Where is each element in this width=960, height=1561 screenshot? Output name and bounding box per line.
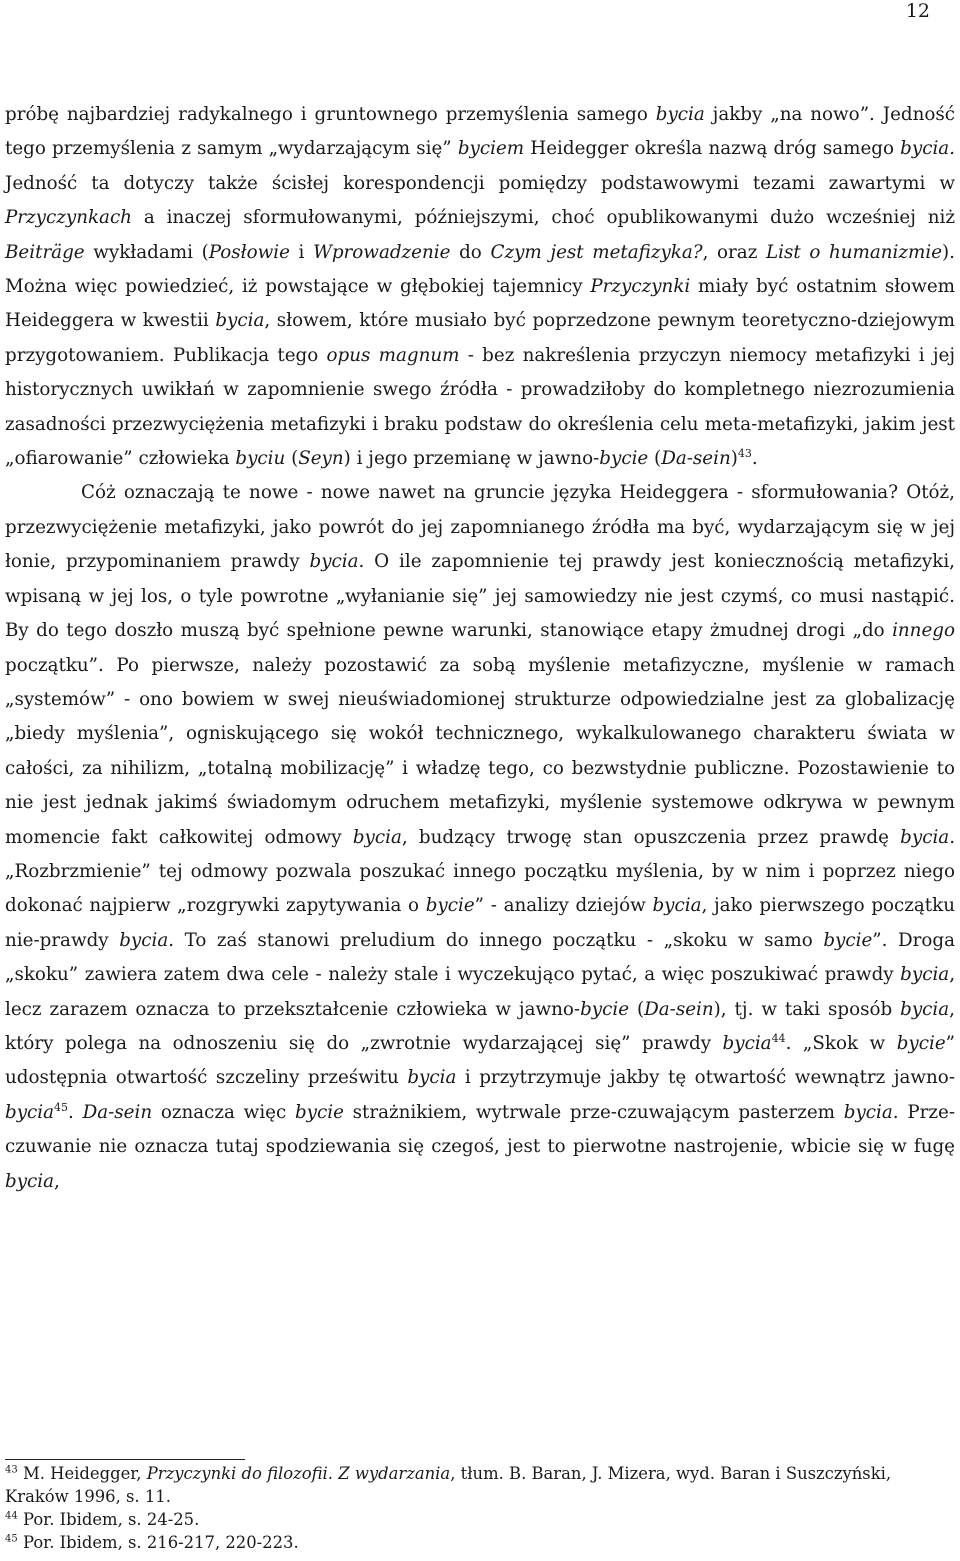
italic-text: bycia (900, 998, 950, 1020)
page-number: 12 (905, 0, 930, 22)
italic-text: bycie (823, 929, 873, 951)
italic-text: byciu (235, 448, 286, 470)
italic-text: opus magnum (326, 344, 460, 366)
italic-text: bycia (5, 1101, 55, 1123)
italic-text: bycia (215, 310, 265, 332)
text-run: . (751, 448, 758, 470)
italic-text: byciem (457, 138, 525, 160)
italic-text: bycia (843, 1101, 893, 1123)
text-run: ” udostępnia otwartość szczeliny prześwitu (5, 1032, 955, 1089)
footnote-number: 45 (5, 1533, 18, 1545)
text-run: Por. Ibidem, s. 24-25. (22, 1510, 200, 1529)
italic-text: bycia (352, 826, 402, 848)
text-run: . Prze-czuwanie nie oznacza tutaj spodziewania się czegoś, jest to pierwotne nastrojenie, wbicie się w fugę (5, 1101, 955, 1158)
italic-text: Przyczynki do filozofii. Z wydarzania (146, 1464, 451, 1483)
footnote (5, 1462, 955, 1508)
text-run: , tłum. B. Baran, J. Mizera, wyd. Baran i Suszczyński, Kraków 1996, s. 11. (5, 1464, 892, 1506)
text-run: ( (285, 448, 299, 470)
text-run: i (289, 241, 314, 263)
paragraph (5, 98, 955, 476)
footnote-number: 44 (5, 1510, 18, 1522)
italic-text: bycia (119, 929, 169, 951)
italic-text: bycia (5, 1170, 55, 1192)
text-run: ) (730, 448, 738, 470)
footnote-separator (5, 1459, 245, 1460)
text-run: strażnikiem, wytrwale prze-czuwającym pasterzem (343, 1101, 844, 1123)
text-run: ” - analizy dziejów (474, 895, 653, 917)
text-run: Por. Ibidem, s. 216-217, 220-223. (22, 1533, 299, 1552)
text-run: , (54, 1170, 60, 1192)
italic-text: bycie (580, 998, 630, 1020)
italic-text: Seyn (298, 448, 344, 470)
body-text (5, 98, 955, 1199)
italic-text: bycia (900, 964, 950, 986)
italic-text: Da-sein (644, 998, 714, 1020)
paragraph (5, 476, 955, 1199)
italic-text: bycia (722, 1032, 772, 1054)
text-run: Jedność ta dotyczy także ścisłej korespondencji pomiędzy podstawowymi tezami zawartymi w (5, 172, 955, 194)
italic-text: bycia. (900, 138, 955, 160)
text-run: jakby „na nowo”. Jedność tego przemyślenia z samym „wydarzającym się” (5, 104, 955, 160)
text-run: . To zaś stanowi preludium do innego początku - „skoku w samo (168, 929, 824, 951)
text-run: , lecz zarazem oznacza to przekształcenie człowieka w jawno- (5, 964, 955, 1020)
italic-text: bycia (407, 1067, 457, 1089)
text-run: oznacza więc (152, 1101, 295, 1123)
text-run: Cóż oznaczają te nowe - nowe nawet na gruncie języka Heideggera - sformułowania? Otóż, przezwyciężenie metafizyki, jako powrót do jej zapomnianego źródła ma być, wydarzającym się w jej łonie, przypominaniem prawdy (5, 482, 955, 573)
italic-text: Wprowadzenie (313, 241, 451, 263)
text-run: próbę najbardziej radykalnego i gruntownego przemyślenia samego (5, 104, 656, 125)
text-run: ). Można więc powiedzieć, iż powstające w głębokiej tajemnicy (5, 241, 955, 298)
italic-text: bycie (294, 1101, 344, 1123)
footnote-reference: 44 (771, 1031, 786, 1045)
text-run: ) i jego przemianę w jawno- (343, 448, 600, 470)
text-run: . „Rozbrzmienie” tej odmowy pozwala poszukać innego początku myślenia, by w nim i poprzez niego dokonać najpierw „rozgrywki zapytywania o (5, 826, 955, 917)
text-run: . „Skok w (785, 1032, 897, 1054)
italic-text: bycie (599, 448, 649, 470)
text-run: . O ile zapomnienie tej prawdy jest koniecznością metafizyki, wpisaną w jej los, o tyle powrotne „wyłanianie się” jej samowiedzy nie jest czymś, co musi nastąpić. By do tego doszło muszą być spełnione pewne warunki, stanowiące etapy żmudnej drogi „do (5, 551, 955, 642)
italic-text: Da-sein (82, 1101, 153, 1123)
text-run: , jako pierwszego początku nie-prawdy (5, 895, 955, 951)
text-run: wykładami ( (84, 241, 209, 263)
text-run: Heidegger określa nazwą dróg samego (524, 138, 901, 160)
footnote-number: 43 (5, 1464, 18, 1476)
text-run: i przytrzymuje jakby tę otwartość wewnątrz jawno- (456, 1067, 955, 1089)
text-run: , budzący trwogę stan opuszczenia przez prawdę (401, 826, 901, 848)
text-run: początku”. Po pierwsze, należy pozostawić za sobą myślenie metafizyczne, myślenie w ramach „systemów” - ono bowiem w swej nieuświadomionej strukturze odpowiedzialne jest za globalizację „biedy myślenia”, ogniskującego się wokół technicznego, wykalkulowanego charakteru świata w całości, za nihilizm, „totalną mobilizację” i władzę tego, co bezwstydnie publiczne. Pozostawienie to nie jest jednak jakimś świadomym odruchem metafizyki, myślenie systemowe odkrywa w pewnym momencie fakt całkowitej odmowy (5, 654, 955, 848)
italic-text: Beiträge (5, 241, 85, 263)
text-run: , który polega na odnoszeniu się do „zwrotnie wydarzającej się” prawdy (5, 998, 955, 1054)
text-run: miały być ostatnim słowem Heideggera w kwestii (5, 276, 955, 332)
italic-text: innego (892, 620, 955, 642)
text-run: M. Heidegger, (22, 1464, 147, 1483)
italic-text: bycia (309, 551, 359, 573)
italic-text: bycia (655, 104, 705, 125)
text-run: - bez nakreślenia przyczyn niemocy metafizyki i jej historycznych uwikłań w zapomnienie swego źródła - prowadziłoby do kompletnego niezrozumienia zasadności przezwyciężenia metafizyki i braku podstaw do określenia celu meta-metafizyki, jakim jest „ofiarowanie” człowieka (5, 344, 955, 470)
text-run: ( (629, 998, 645, 1020)
text-run: ( (648, 448, 662, 470)
footnote (5, 1508, 955, 1531)
italic-text: List o humanizmie (765, 241, 943, 263)
text-run: ”. Droga „skoku” zawiera zatem dwa cele - należy stale i wyczekująco pytać, a więc poszukiwać prawdy (5, 929, 955, 986)
italic-text: Posłowie (208, 241, 290, 263)
text-run: ), tj. w taki sposób (713, 998, 901, 1020)
italic-text: Przyczynki (590, 276, 691, 298)
footnote-reference: 45 (54, 1100, 69, 1114)
italic-text: bycie (896, 1032, 946, 1054)
italic-text: bycia (900, 826, 950, 848)
text-run: , oraz (702, 241, 766, 263)
italic-text: Czym jest metafizyka? (490, 241, 703, 263)
italic-text: bycia (652, 895, 702, 917)
text-run: a inaczej sformułowanymi, późniejszymi, choć opublikowanymi dużo wcześniej niż (131, 207, 955, 229)
footnote-reference: 43 (737, 446, 752, 460)
text-run: , słowem, które musiało być poprzedzone pewnym teoretyczno-dziejowym przygotowaniem. Publikacja tego (5, 310, 955, 366)
text-run: . (68, 1101, 83, 1123)
italic-text: Przyczynkach (5, 207, 132, 229)
footnotes (5, 1462, 955, 1554)
footnote (5, 1531, 955, 1554)
italic-text: Da-sein (661, 448, 731, 470)
italic-text: bycie (425, 895, 475, 917)
text-run: do (450, 241, 491, 263)
